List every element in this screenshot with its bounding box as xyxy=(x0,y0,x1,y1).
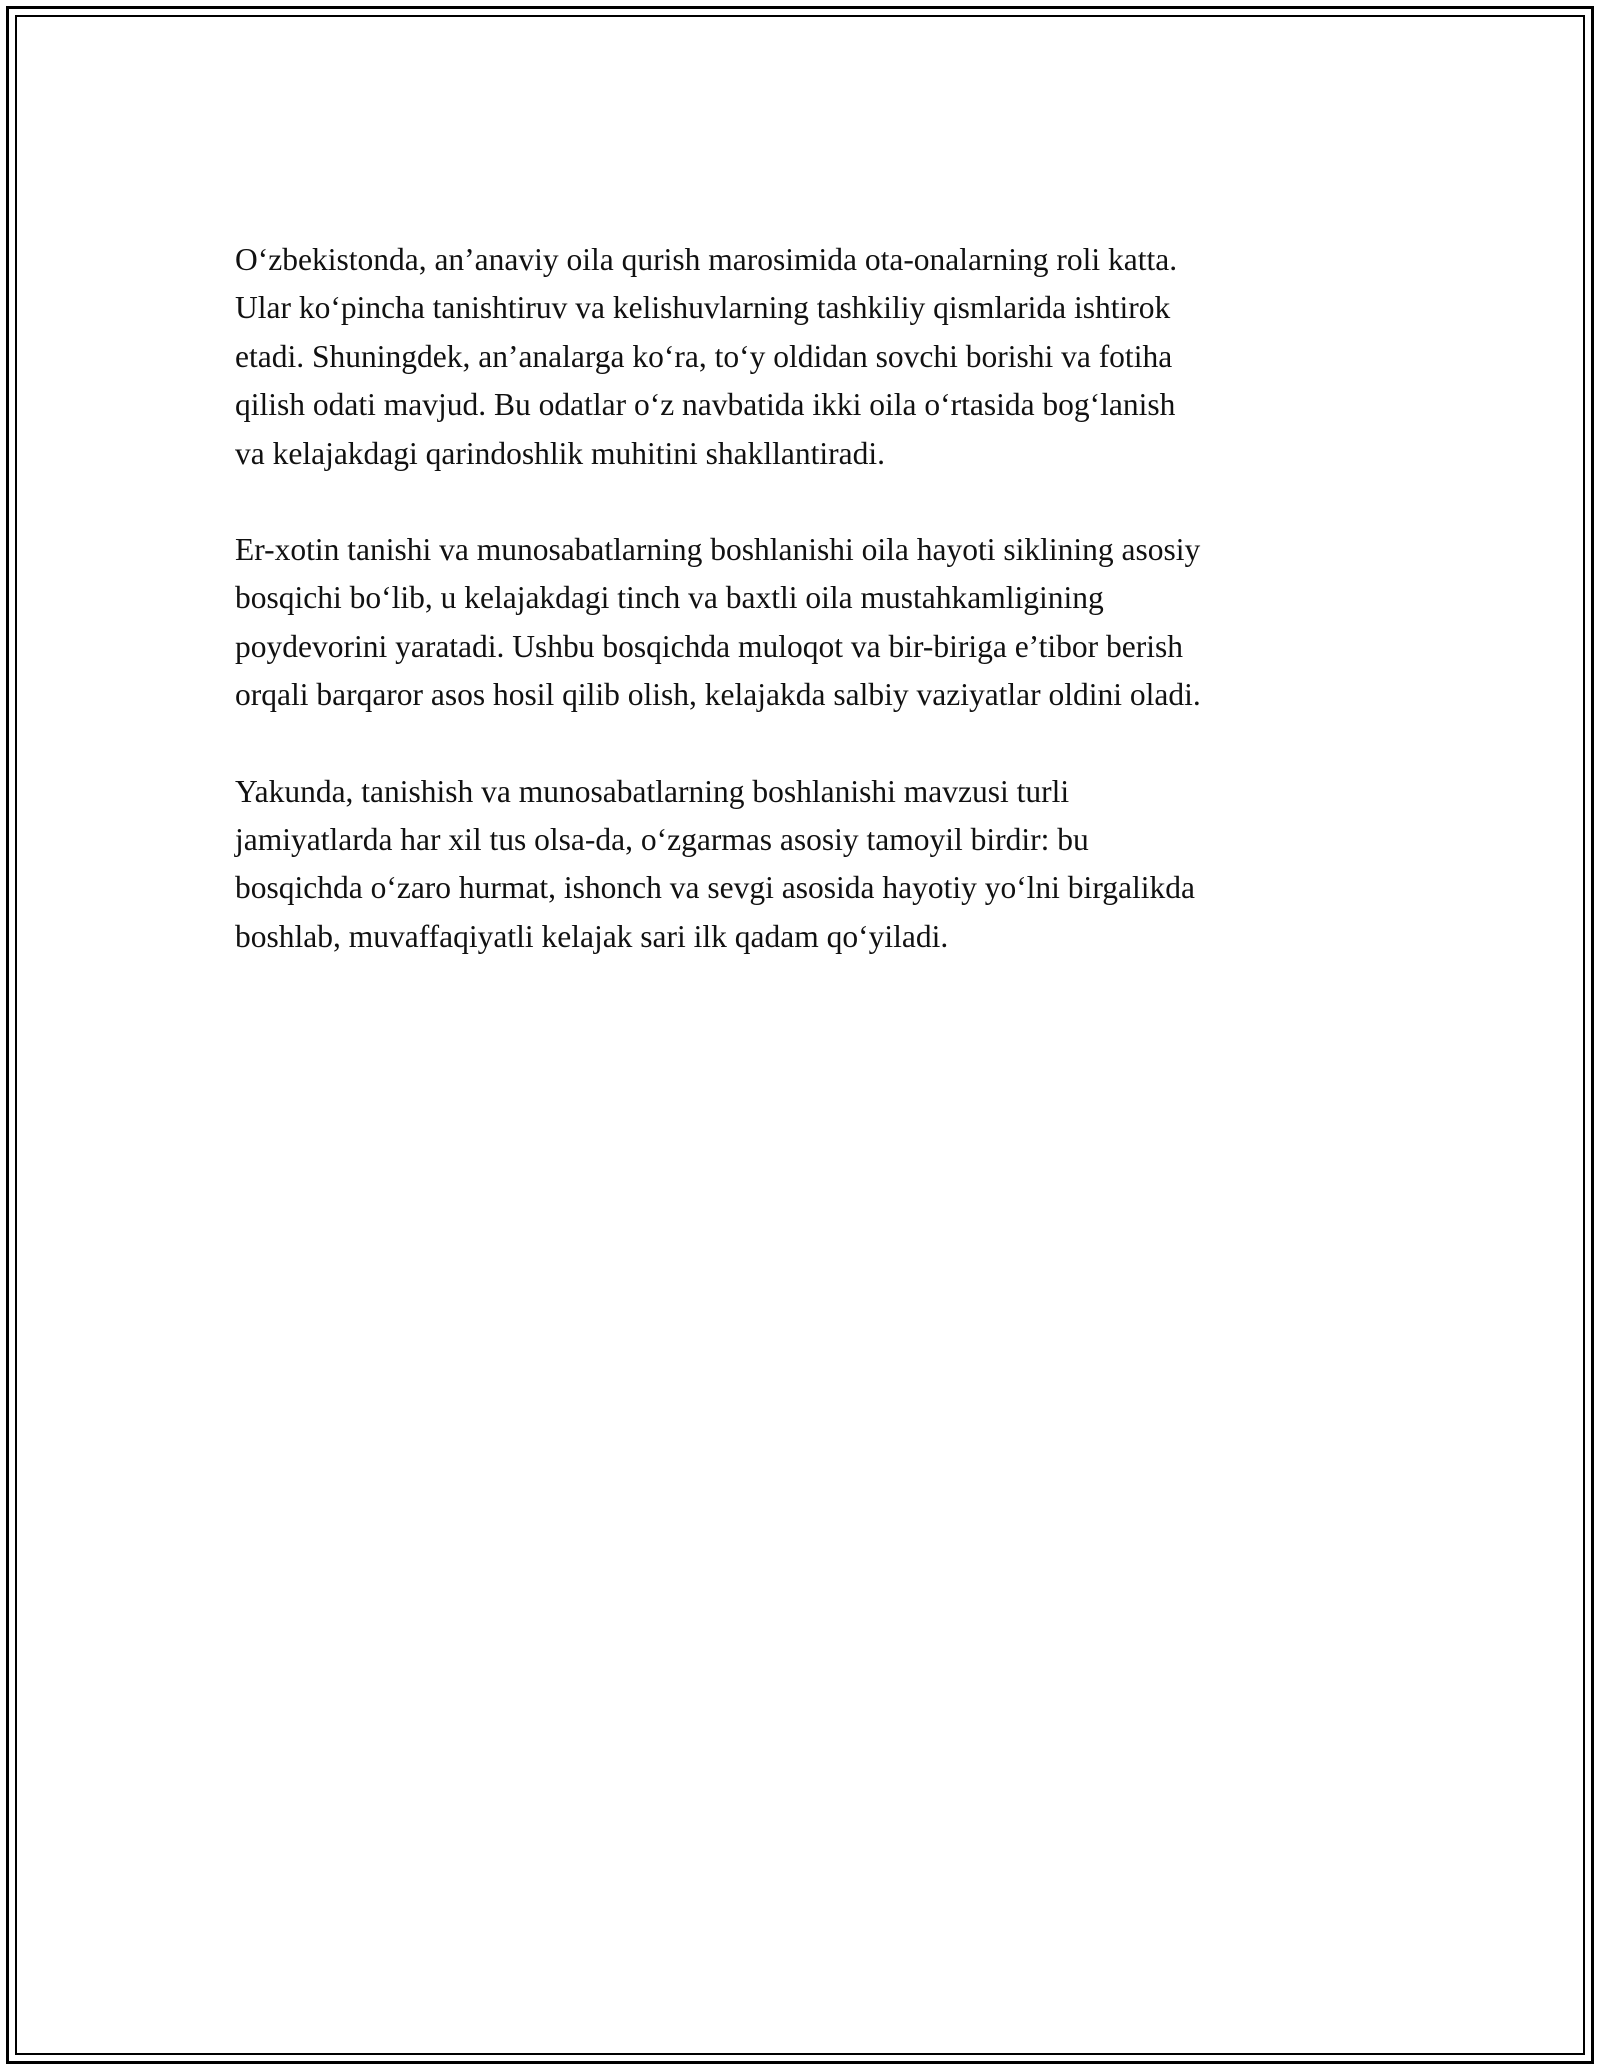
text-line: jamiyatlarda har xil tus olsa-da, o‘zgarmas asosiy tamoyil birdir: bu xyxy=(235,822,1089,858)
text-line: Yakunda, tanishish va munosabatlarning boshlanishi mavzusi turli xyxy=(235,773,1070,809)
text-line: orqali barqaror asos hosil qilib olish, kelajakda salbiy vaziyatlar oldini oladi. xyxy=(235,677,1201,713)
text-line: Ular ko‘pincha tanishtiruv va kelishuvlarning tashkiliy qismlarida ishtirok xyxy=(235,290,1171,326)
text-line: O‘zbekistonda, an’anaviy oila qurish marosimida ota-onalarning roli katta. xyxy=(235,242,1178,277)
document-body xyxy=(235,236,1375,1009)
text-line: va kelajakdagi qarindoshlik muhitini shakllantiradi. xyxy=(235,435,885,471)
paragraph-1 xyxy=(235,236,1375,478)
text-line: etadi. Shuningdek, an’analarga ko‘ra, to‘y oldidan sovchi borishi va fotiha xyxy=(235,338,1173,374)
text-line: bosqichda o‘zaro hurmat, ishonch va sevgi asosida hayotiy yo‘lni birgalikda xyxy=(235,870,1195,906)
text-line: Er-xotin tanishi va munosabatlarning boshlanishi oila hayoti siklining asosiy xyxy=(235,532,1201,568)
paragraph-2 xyxy=(235,526,1375,720)
text-line: bosqichi bo‘lib, u kelajakdagi tinch va baxtli oila mustahkamligining xyxy=(235,580,1104,616)
text-line: poydevorini yaratadi. Ushbu bosqichda muloqot va bir-biriga e’tibor berish xyxy=(235,628,1183,664)
text-line: qilish odati mavjud. Bu odatlar o‘z navbatida ikki oila o‘rtasida bog‘lanish xyxy=(235,387,1176,423)
paragraph-3 xyxy=(235,768,1375,962)
text-line: boshlab, muvaffaqiyatli kelajak sari ilk qadam qo‘yiladi. xyxy=(235,918,949,954)
